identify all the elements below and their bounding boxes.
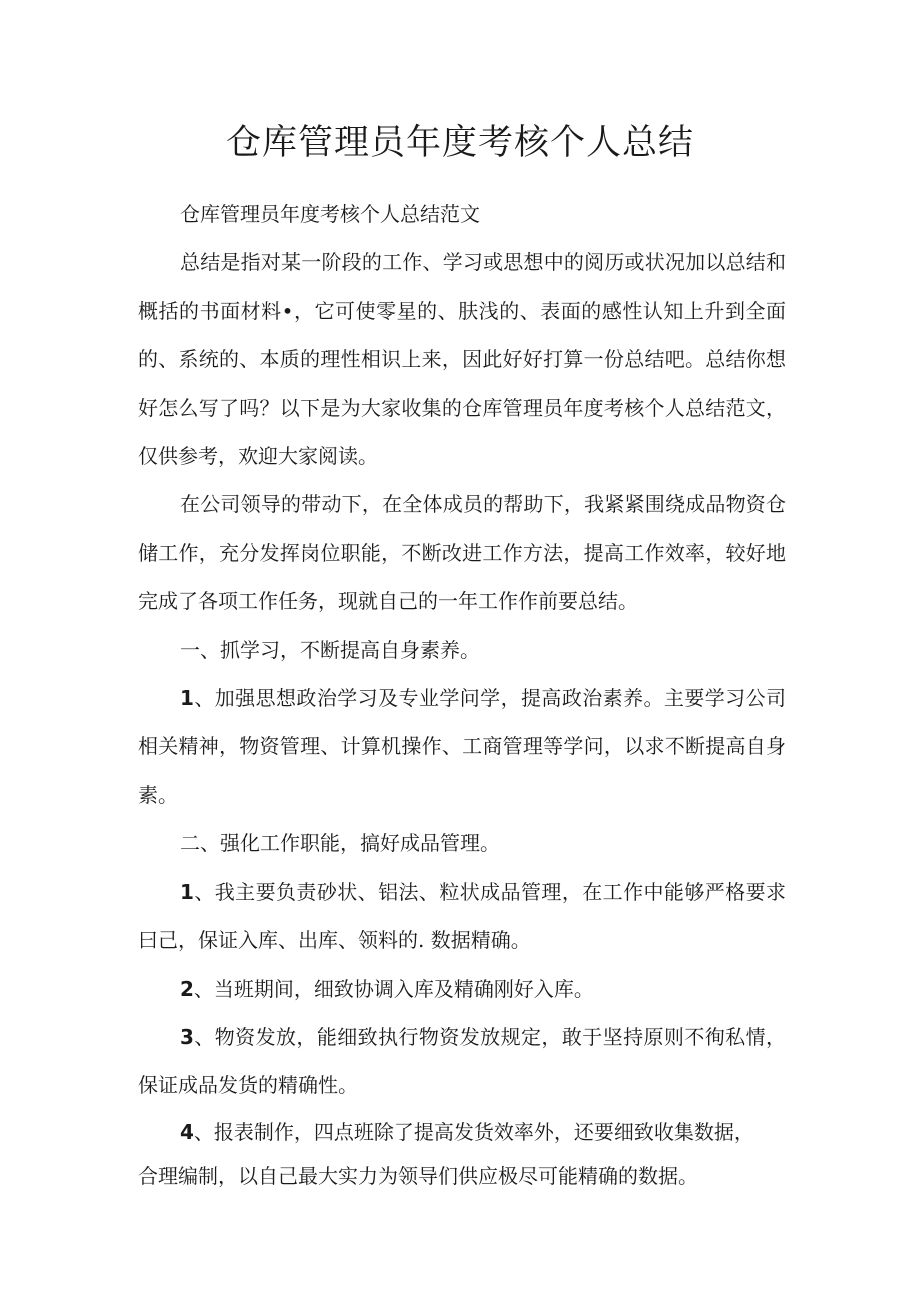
item-number: 2: [180, 976, 194, 1001]
intro-paragraph: 总结是指对某一阶段的工作、学习或思想中的阅历或状况加以总结和概括的书面材料•，它可使零星的、肤浅的、表面的感性认知上升到全面的、系统的、本质的理性相识上来，因此好好打算一份总结吧。总结你想好怎么写了吗？以下是为大家收集的仓库管理员年度考核个人总结范文，仅供参考，欢迎大家阅读。: [138, 250, 786, 469]
list-item: [138, 868, 786, 965]
item-number: 4: [180, 1119, 194, 1144]
closing-line: 合理编制，以自己最大实力为领导们供应极尽可能精确的数据。: [138, 1163, 698, 1188]
item-number: 1: [180, 686, 194, 711]
item-text: 、我主要负责砂状、铝法、粒状成品管理，在工作中能够严格要求曰己，保证入库、出库、领料的. 数据精确。: [138, 879, 786, 953]
subtitle-paragraph: 仓库管理员年度考核个人总结范文: [180, 202, 480, 226]
item-number: 1: [180, 879, 194, 904]
list-item: [138, 674, 786, 819]
item-number: 3: [180, 1024, 194, 1049]
section-heading: 二、强化工作职能，搞好成品管理。: [180, 831, 500, 856]
item-text: 、物资发放，能细致执行物资发放规定，敢于坚持原则不徇私情，保证成品发货的精确性。: [138, 1024, 786, 1098]
item-text: 、加强思想政治学习及专业学问学，提高政治素养。主要学习公司相关精神，物资管理、计算机操作、工商管理等学问，以求不断提高自身素。: [138, 686, 786, 807]
list-item: [138, 1013, 786, 1110]
opening-paragraph: 在公司领导的带动下，在全体成员的帮助下，我紧紧围绕成品物资仓储工作，充分发挥岗位职能，不断改进工作方法，提高工作效率，较好地完成了各项工作任务，现就自己的一年工作作前要总结。: [138, 492, 786, 614]
item-text: 、当班期间，细致协调入库及精确刚好入库。: [193, 976, 594, 1001]
list-item: [138, 1110, 786, 1154]
document-body: [138, 190, 786, 1198]
item-text: 、报表制作，四点班除了提高发货效率外，还要细致收集数据，: [193, 1119, 754, 1144]
document-title: 仓库管理员年度考核个人总结: [225, 123, 694, 163]
list-item: [138, 965, 786, 1013]
section-heading: 一、抓学习，不断提高自身素养。: [180, 637, 480, 662]
